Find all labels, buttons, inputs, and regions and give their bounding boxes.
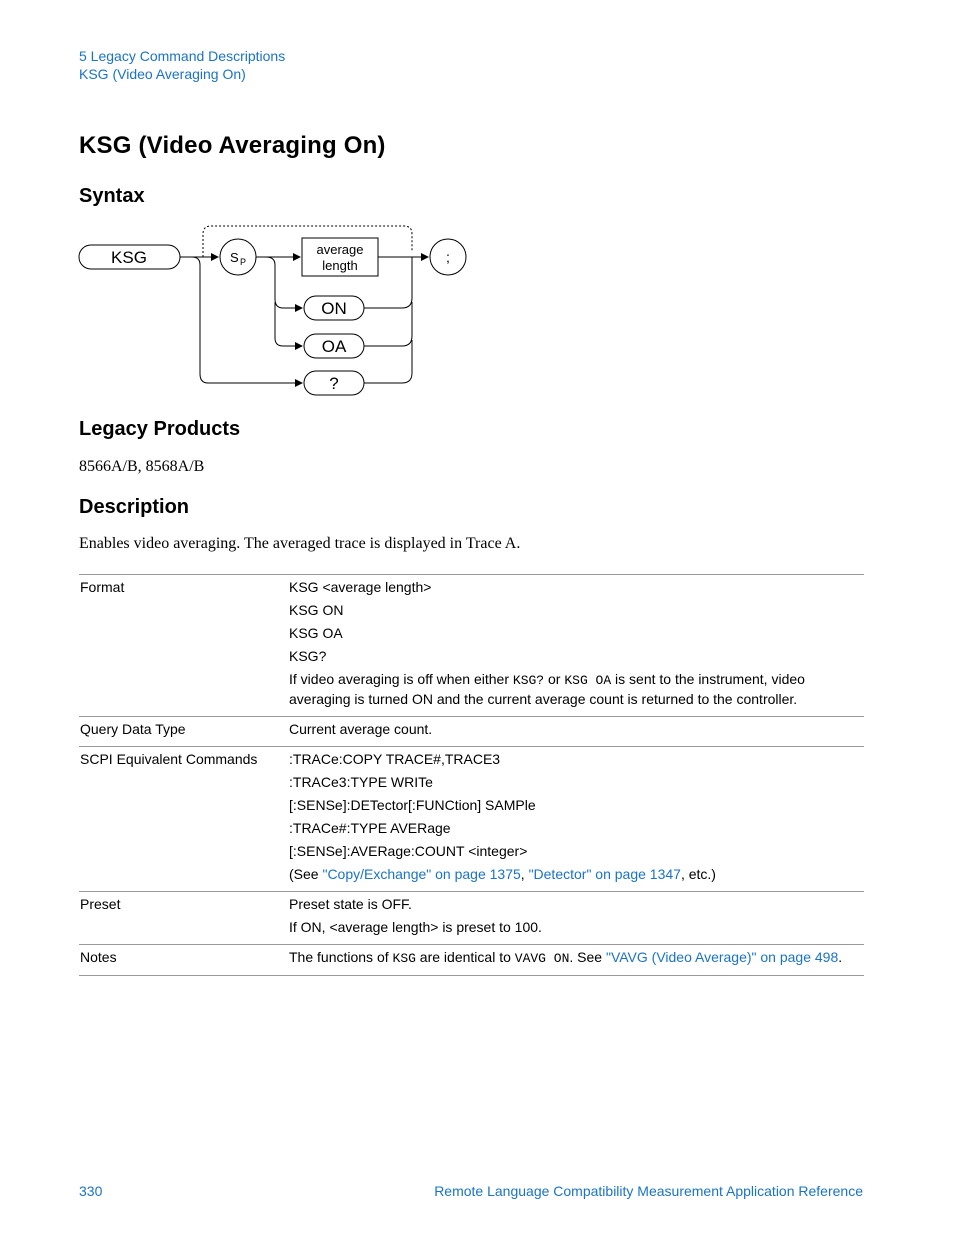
book-title: Remote Language Compatibility Measurement Application Reference [434, 1183, 863, 1199]
row-value-scpi [289, 747, 864, 892]
row-value-notes [289, 945, 864, 976]
notes-part: . [838, 949, 843, 965]
table-row [79, 717, 864, 747]
vavg-link[interactable]: "VAVG (Video Average)" on page 498 [605, 949, 839, 965]
copy-exchange-link[interactable]: "Copy/Exchange" on page 1375 [322, 866, 521, 882]
legacy-products-heading: Legacy Products [79, 418, 241, 440]
scpi-see-also [289, 865, 864, 884]
code-ksg-oa: KSG OA [564, 673, 612, 688]
format-note [289, 670, 864, 709]
syntax-diagram [76, 222, 476, 402]
sp-subscript: P [240, 257, 247, 267]
ksg-label: KSG [111, 248, 147, 267]
table-row [79, 747, 864, 892]
row-label-format: Format [80, 579, 125, 595]
page-number: 330 [79, 1183, 103, 1199]
row-value-preset [289, 892, 864, 945]
see-text: (See [289, 866, 323, 882]
row-label-query: Query Data Type [80, 721, 186, 737]
description-text: Enables video averaging. The averaged trace is displayed in Trace A. [79, 535, 521, 552]
on-label: ON [321, 299, 347, 318]
row-value-query [289, 717, 864, 747]
param-line1: average [316, 242, 364, 257]
note-text: or [544, 671, 565, 687]
scpi-line: :TRACe3:TYPE WRITe [289, 774, 433, 790]
notes-text [289, 948, 864, 968]
table-row [79, 892, 864, 945]
see-text: , [520, 866, 529, 882]
query-label: ? [329, 374, 339, 393]
format-line: KSG OA [289, 625, 343, 641]
row-label-notes: Notes [80, 949, 117, 965]
scpi-line: [:SENSe]:DETector[:FUNCtion] SAMPle [289, 797, 536, 813]
breadcrumb [79, 47, 285, 83]
sp-label: S [230, 250, 239, 265]
see-text: , etc.) [680, 866, 716, 882]
row-label-scpi: SCPI Equivalent Commands [80, 751, 258, 767]
row-label-preset: Preset [80, 896, 121, 912]
format-line: KSG <average length> [289, 579, 432, 595]
format-line: KSG? [289, 648, 327, 664]
syntax-heading: Syntax [79, 185, 145, 207]
page-title: KSG (Video Averaging On) [79, 132, 386, 159]
preset-line: If ON, <average length> is preset to 100. [289, 919, 542, 935]
code-vavg-on: VAVG ON [514, 951, 570, 966]
note-text: If video averaging is off when either [289, 671, 513, 687]
param-line2: length [322, 258, 358, 273]
scpi-line: [:SENSe]:AVERage:COUNT <integer> [289, 843, 528, 859]
preset-line: Preset state is OFF. [289, 896, 412, 912]
code-ksg-query: KSG? [512, 673, 545, 688]
description-heading: Description [79, 496, 190, 518]
oa-label: OA [321, 337, 347, 356]
row-value-format [289, 575, 864, 717]
query-value: Current average count. [289, 721, 433, 737]
scpi-line: :TRACe#:TYPE AVERage [289, 820, 451, 836]
terminator-label: ; [446, 249, 450, 265]
format-line: KSG ON [289, 602, 344, 618]
breadcrumb-section[interactable]: KSG (Video Averaging On) [79, 66, 246, 82]
table-row [79, 575, 864, 717]
command-info-table [79, 574, 864, 976]
code-ksg: KSG [392, 951, 416, 966]
note-text: is sent to the instrument, video averaging is turned ON and the current average count is returned to the controller. [289, 671, 805, 707]
notes-part: are identical to [415, 949, 515, 965]
breadcrumb-chapter[interactable]: 5 Legacy Command Descriptions [79, 48, 286, 64]
table-row [79, 945, 864, 976]
notes-part: The functions of [289, 949, 393, 965]
detector-link[interactable]: "Detector" on page 1347 [528, 866, 681, 882]
legacy-products-text: 8566A/B, 8568A/B [79, 458, 205, 475]
notes-part: . See [569, 949, 606, 965]
scpi-line: :TRACe:COPY TRACE#,TRACE3 [289, 751, 501, 767]
